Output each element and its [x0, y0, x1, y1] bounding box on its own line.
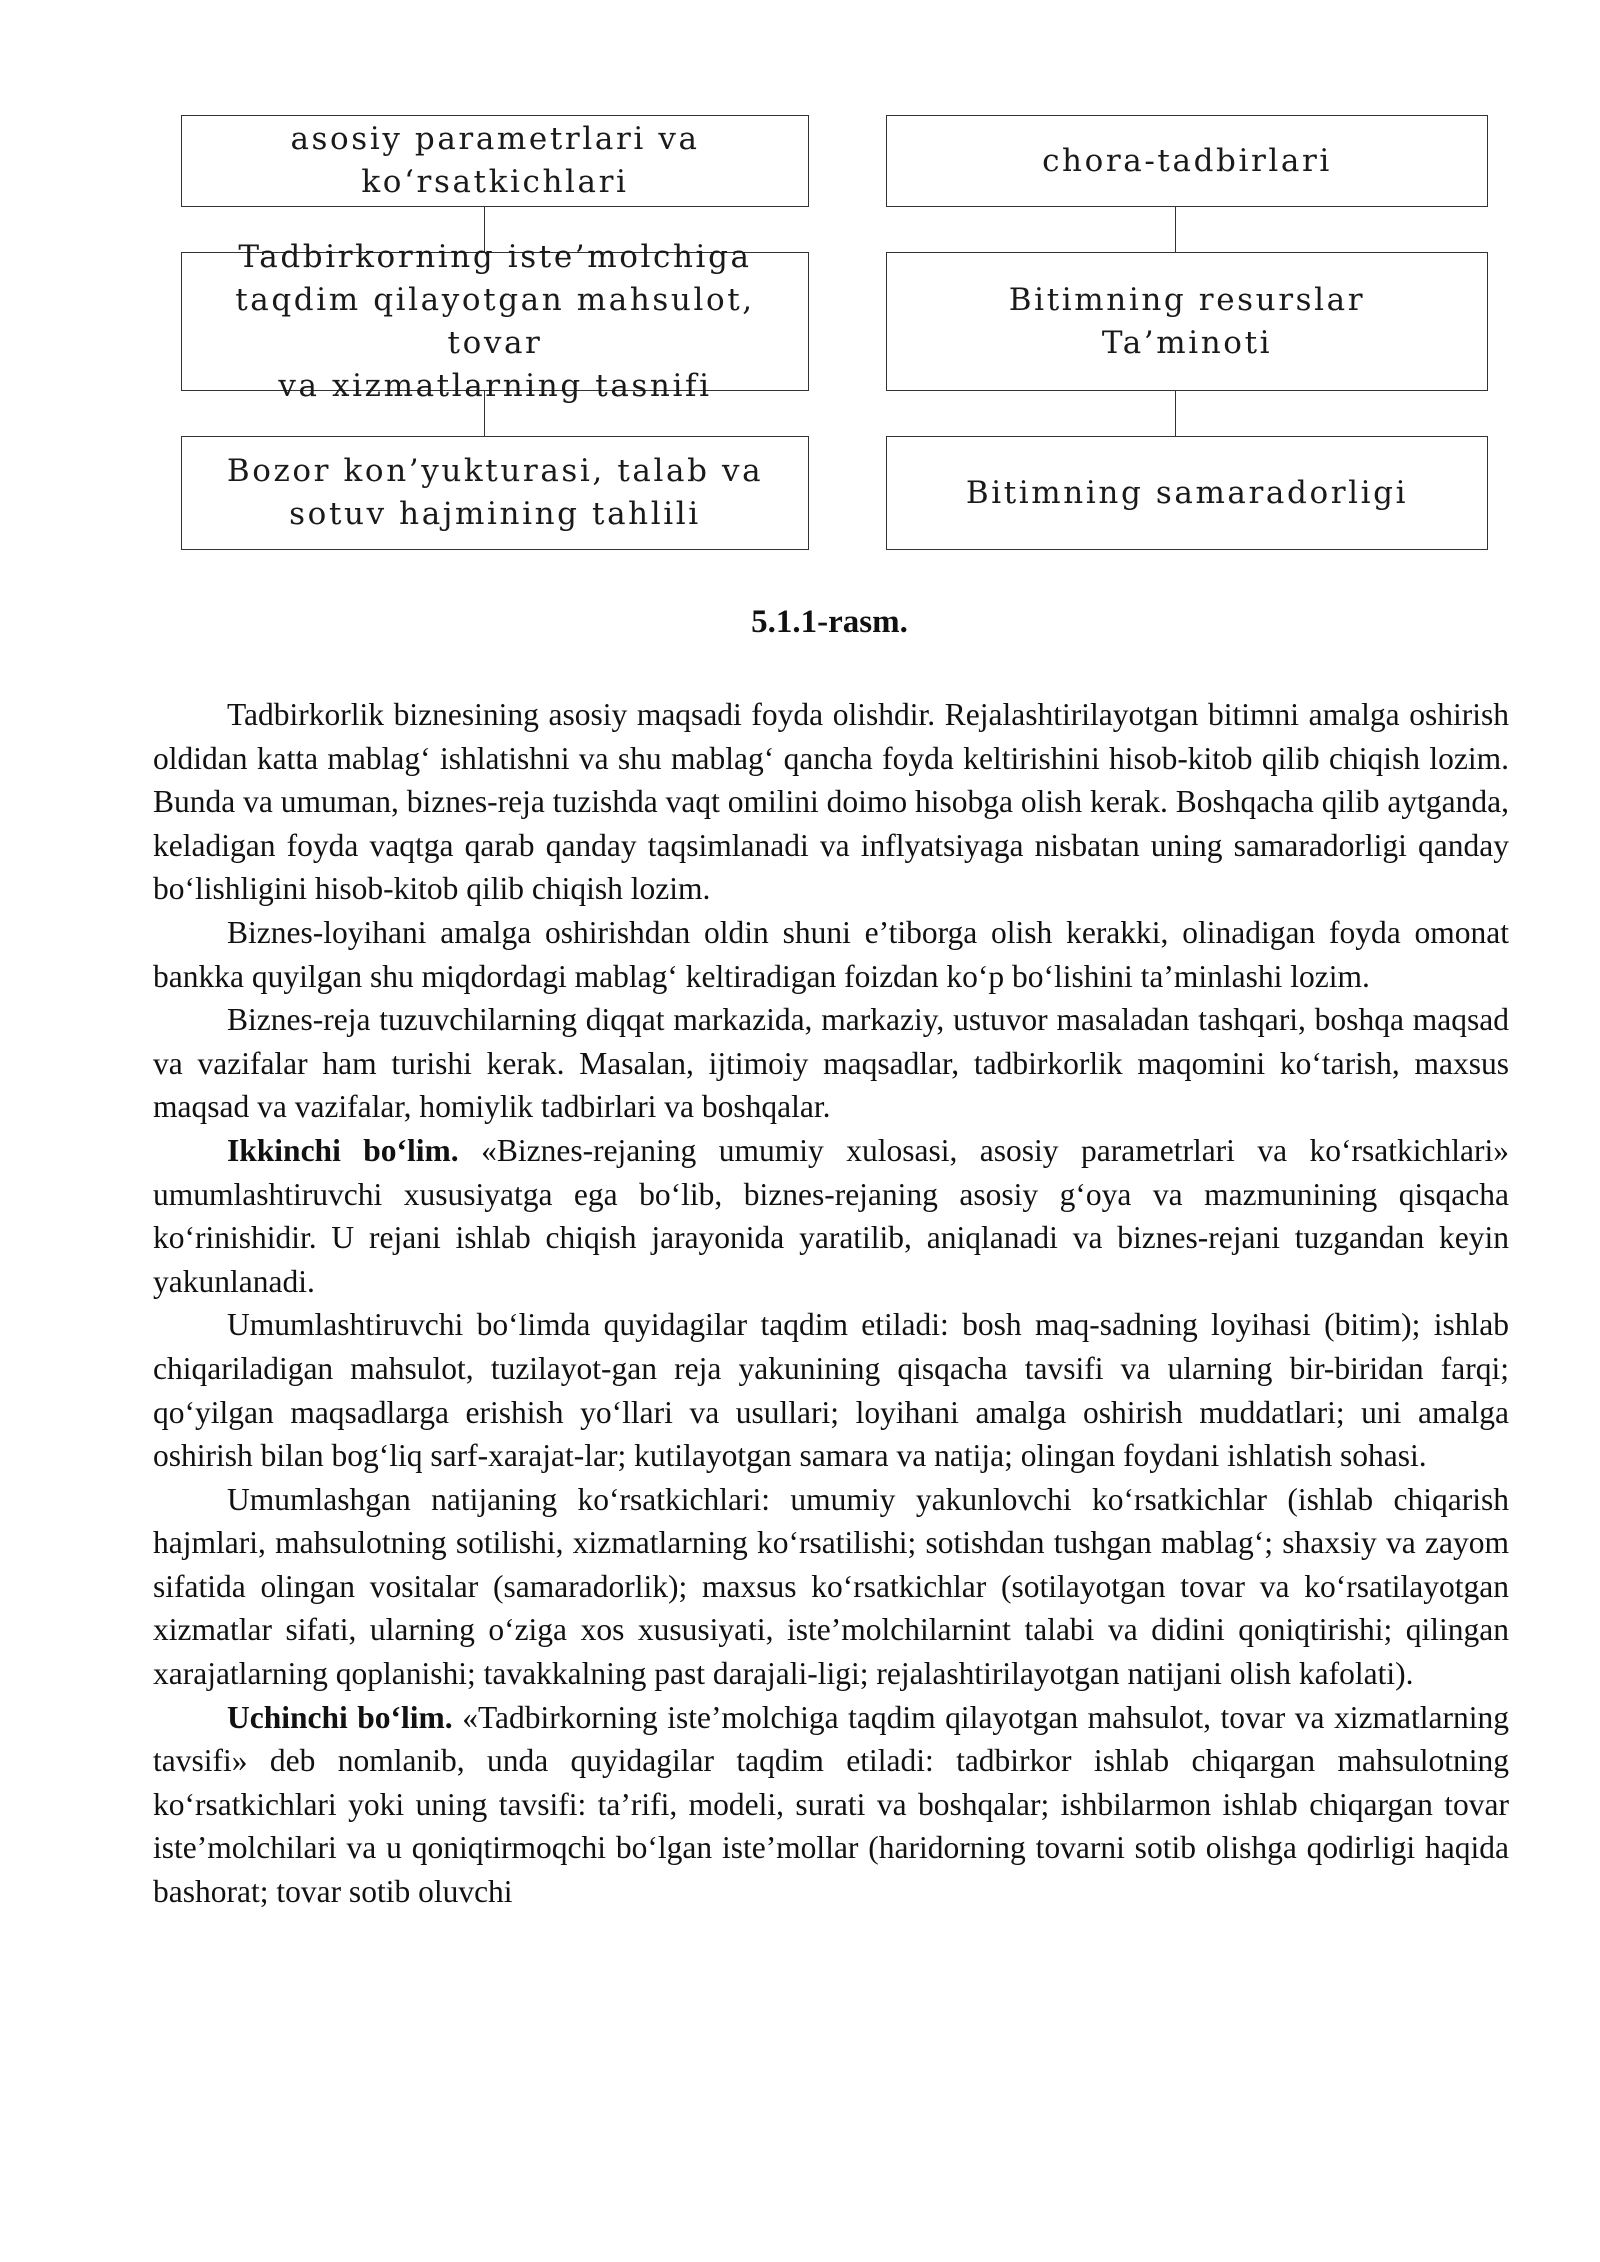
connector-line: [1175, 207, 1176, 252]
paragraph-text: «Tadbirkorning iste’molchiga taqdim qilayotgan mahsulot, tovar va xizmatlarning tavsifi» deb nomlanib, unda quyidagilar taqdim etiladi: tadbirkor ishlab chiqargan mahsulotning ko‘rsatkichlari yoki uning tavsifi: ta’rifi, modeli, surati va boshqalar; ishbilarmon ishlab chiqargan tovar iste’molchilari va u qoniqtirmoqchi bo‘lgan iste’mollar (haridorning tovarni sotib olishga qodirligi haqida bashorat; tovar sotib oluvchi: [153, 1699, 1509, 1910]
paragraph-text: Umumlashtiruvchi bo‘limda quyidagilar taqdim etiladi: bosh maq-sadning loyihasi (bitim); ishlab chiqariladigan mahsulot, tuzilayot-gan reja yakunining qisqacha tavsifi va ularning bir-biridan farqi; qo‘yilgan maqsadlarga erishish yo‘llari va usullari; loyihani amalga oshirish muddatlari; uni amalga oshirish bilan bog‘liq sarf-xarajat-lar; kutilayotgan samara va natija; olingan foydani ishlatish sohasi.: [153, 1307, 1509, 1474]
paragraph: [153, 998, 1509, 1129]
diagram-box-left-2: [181, 238, 809, 404]
diagram-box-right-1: [886, 115, 1488, 207]
box-line: chora-tadbirlari: [1042, 142, 1332, 179]
paragraph: [153, 911, 1509, 998]
paragraph: [153, 693, 1509, 911]
box-line: Bitimning samaradorligi: [965, 474, 1409, 511]
box-line: ko‘rsatkichlari: [361, 164, 629, 200]
connector-line: [484, 391, 485, 436]
figure-caption: 5.1.1-rasm.: [751, 604, 908, 640]
paragraph-text: «Biznes-rejaning umumiy xulosasi, asosiy parametrlari va ko‘rsatkichlari» umumlashtiruvchi xususiyatga ega bo‘lib, biznes-rejaning asosiy g‘oya va mazmunining qisqacha ko‘rinishidir. U rejani ishlab chiqish jarayonida yaratilib, aniqlanadi va biznes-rejani tuzgandan keyin yakunlanadi.: [153, 1132, 1509, 1299]
connector-line: [1175, 391, 1176, 436]
paragraph-text: Tadbirkorlik biznesining asosiy maqsadi foyda olishdir. Rejalashtirilayotgan bitimni amalga oshirish oldidan katta mablag‘ ishlatishni va shu mablag‘ qancha foyda keltirishini hisob-kitob qilib chiqish lozim. Bunda va umuman, biznes-reja tuzishda vaqt omilini doimo hisobga olish kerak. Boshqacha qilib aytganda, keladigan foyda vaqtga qarab qanday taqsimlanadi va inflyatsiyaga nisbatan uning samaradorligi qanday bo‘lishligini hisob-kitob qilib chiqish lozim.: [153, 697, 1509, 907]
diagram-box-left-1: [181, 115, 809, 207]
box-line: Tadbirkorning iste’molchiga: [238, 238, 752, 275]
diagram-box-right-3: [886, 436, 1488, 550]
body-text: [153, 693, 1509, 1914]
diagram-box-left-3: [181, 436, 809, 550]
box-line: sotuv hajmining tahlili: [289, 496, 701, 532]
box-line: taqdim qilayotgan mahsulot, tovar: [235, 281, 755, 361]
paragraph-text: Biznes-loyihani amalga oshirishdan oldin shuni e’tiborga olish kerakki, olinadigan foyda omonat bankka quyilgan shu miqdordagi mablag‘ keltiradigan foizdan ko‘p bo‘lishini ta’minlashi lozim.: [153, 914, 1509, 994]
paragraph: [153, 1129, 1509, 1303]
box-line: Bitimning resurslar: [1008, 281, 1366, 318]
section-heading: Ikkinchi bo‘lim.: [227, 1132, 459, 1168]
paragraph-text: Umumlashgan natijaning ko‘rsatkichlari: umumiy yakunlovchi ko‘rsatkichlar (ishlab chiqarish hajmlari, mahsulotning sotilishi, xizmatlarning ko‘rsatilishi; sotishdan tushgan mablag‘; shaxsiy va zayom sifatida olingan vositalar (samaradorlik); maxsus ko‘rsatkichlar (sotilayotgan tovar va ko‘rsatilayotgan xizmatlar sifati, ularning o‘ziga xos xususiyati, iste’molchilarnint talabi va didini qoniqtirishi; qilingan xarajatlarning qoplanishi; tavakkalning past darajali-ligi; rejalashtirilayotgan natijani olish kafolati).: [153, 1481, 1509, 1692]
box-line: asosiy parametrlari va: [290, 121, 700, 157]
box-line: va xizmatlarning tasnifi: [278, 367, 712, 404]
paragraph: [153, 1696, 1509, 1914]
section-heading: Uchinchi bo‘lim.: [227, 1699, 453, 1735]
box-line: Bozor kon’yukturasi, talab va: [226, 453, 764, 489]
diagram-box-right-2: [886, 252, 1488, 391]
paragraph-text: Biznes-reja tuzuvchilarning diqqat markazida, markaziy, ustuvor masaladan tashqari, boshqa maqsad va vazifalar ham turishi kerak. Masalan, ijtimoiy maqsadlar, tadbirkorlik maqomini ko‘tarish, maxsus maqsad va vazifalar, homiylik tadbirlari va boshqalar.: [153, 1002, 1509, 1125]
box-line: Ta’minoti: [1101, 324, 1273, 361]
paragraph: [153, 1478, 1509, 1696]
paragraph: [153, 1303, 1509, 1477]
